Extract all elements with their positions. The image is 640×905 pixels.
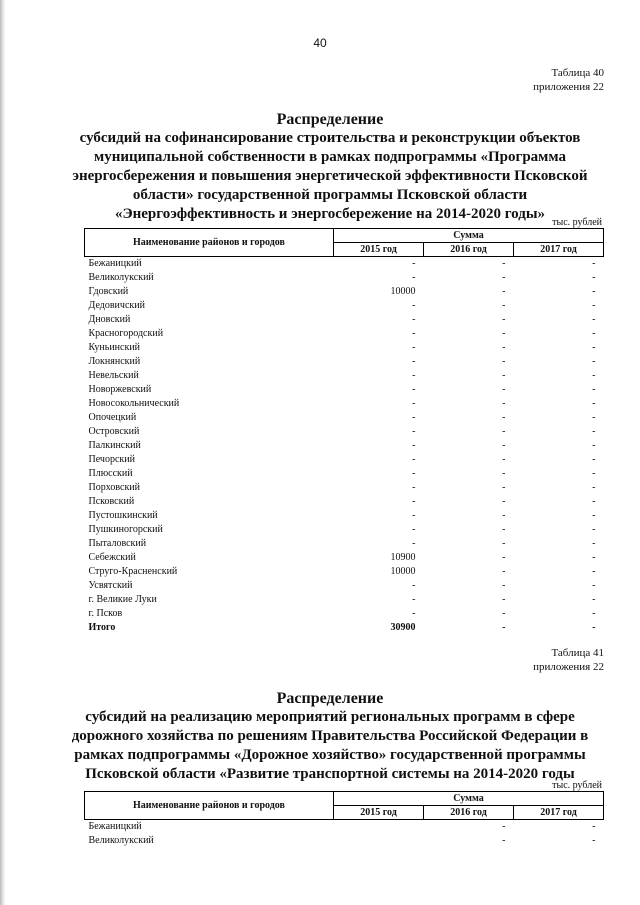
amount-cell: - [412,594,416,605]
district-name-cell: Пустошкинский [88,510,158,521]
district-name-cell: Бежаницкий [88,821,142,832]
district-name-cell: Великолукский [88,835,154,846]
amount-cell: - [592,286,596,297]
amount-cell: - [412,412,416,423]
table41-header-sum: Сумма [334,792,604,806]
amount-cell: - [502,286,506,297]
amount-cell: - [502,468,506,479]
amount-cell: - [412,258,416,269]
amount-cell: - [502,426,506,437]
amount-cell: - [502,594,506,605]
amount-cell: - [412,356,416,367]
amount-cell [334,820,424,835]
table40-title-main: Распределение [276,111,384,128]
table-row [85,523,604,537]
district-name-cell: Бежаницкий [88,258,142,269]
amount-cell: - [412,496,416,507]
table40-title-line: области» государственной программы Псковской области [132,187,528,203]
amount-cell: - [502,454,506,465]
amount-cell: - [502,440,506,451]
table-row [85,509,604,523]
table41 [84,791,604,848]
total-amount-cell: - [592,622,596,633]
amount-cell: - [502,496,506,507]
amount-cell: - [412,300,416,311]
table41-title-line: Псковской области «Развитие транспортной системы на 2014-2020 годы [85,766,575,782]
amount-cell: - [592,356,596,367]
table-row [85,383,604,397]
table40-header-2017: 2017 год [514,243,604,257]
table-row [85,467,604,481]
amount-cell: 10900 [390,552,416,563]
table40-title-line: энергосбережения и повышения энергетической эффективности Псковской [72,168,588,184]
table-row [85,355,604,369]
table-row [85,551,604,565]
amount-cell: - [592,300,596,311]
amount-cell: - [502,580,506,591]
table-row [85,397,604,411]
amount-cell: - [592,454,596,465]
amount-cell: - [592,496,596,507]
total-amount-cell: 30900 [390,622,416,633]
amount-cell: - [502,272,506,283]
amount-cell: - [412,314,416,325]
amount-cell: - [592,342,596,353]
table-row [85,271,604,285]
amount-cell: - [502,300,506,311]
district-name-cell: Гдовский [88,286,129,297]
table-row [85,313,604,327]
amount-cell: - [412,538,416,549]
amount-cell: - [592,580,596,591]
district-name-cell: Плюсский [88,468,133,479]
amount-cell: - [502,552,506,563]
table40-title-line: субсидий на софинансирование строительства и реконструкции объектов [79,130,581,146]
table-row [85,411,604,425]
table-row [85,285,604,299]
amount-cell: - [412,608,416,619]
amount-cell: - [502,608,506,619]
amount-cell: - [412,440,416,451]
amount-cell: - [592,370,596,381]
amount-cell: - [592,468,596,479]
amount-cell: - [592,552,596,563]
amount-cell: 10000 [390,286,416,297]
district-name-cell: Пушкиногорский [88,524,163,535]
amount-cell: - [412,342,416,353]
table41-header-2015: 2015 год [334,806,424,820]
district-name-cell: Порховский [88,482,141,493]
table-row [85,439,604,453]
district-name-cell: г. Псков [88,608,123,619]
district-name-cell: г. Великие Луки [88,594,157,605]
table41-header-name: Наименование районов и городов [85,792,334,820]
table-row [85,481,604,495]
district-name-cell: Новоржевский [88,384,152,395]
table40-header-name: Наименование районов и городов [85,229,334,257]
table40-title-line: «Энергоэффективность и энергосбережение на 2014-2020 годы» [114,206,546,222]
scan-edge [0,0,6,905]
amount-cell: - [592,328,596,339]
district-name-cell: Опочецкий [88,412,137,423]
page-number: 40 [313,36,327,50]
district-name-cell: Островский [88,426,140,437]
table41-ref-line2: приложения 22 [533,661,604,673]
district-name-cell: Великолукский [88,272,154,283]
amount-cell: - [412,328,416,339]
table-row [85,327,604,341]
amount-cell: - [592,821,596,832]
table40-title-line: муниципальной собственности в рамках подпрограммы «Программа [94,149,566,165]
amount-cell: - [502,370,506,381]
amount-cell: - [412,384,416,395]
amount-cell: - [412,272,416,283]
amount-cell: - [502,356,506,367]
table-row [85,607,604,621]
total-label-cell: Итого [88,622,116,633]
amount-cell: - [592,272,596,283]
district-name-cell: Невельский [88,370,139,381]
amount-cell: - [592,482,596,493]
table-row [85,565,604,579]
table40-header-sum: Сумма [334,229,604,243]
amount-cell: - [592,440,596,451]
table41-title [60,689,600,784]
table-row [85,593,604,607]
district-name-cell: Локнянский [88,356,141,367]
amount-cell: - [412,510,416,521]
amount-cell: - [592,524,596,535]
amount-cell: - [502,835,506,846]
district-name-cell: Усвятский [88,580,133,591]
amount-cell: - [592,835,596,846]
amount-cell: - [412,398,416,409]
amount-cell: - [502,384,506,395]
amount-cell: - [502,412,506,423]
amount-cell: - [502,538,506,549]
amount-cell: - [592,314,596,325]
amount-cell: - [592,538,596,549]
table41-title-line: рамках подпрограммы «Дорожное хозяйство» государственной программы [74,747,586,763]
table-row [85,820,604,835]
amount-cell: - [412,454,416,465]
total-row [85,621,604,635]
amount-cell: 10000 [390,566,416,577]
amount-cell [334,834,424,848]
table41-ref-line1: Таблица 41 [551,647,604,659]
table-row [85,579,604,593]
table41-title-line: субсидий на реализацию мероприятий региональных программ в сфере [85,709,575,725]
table-row [85,257,604,272]
table-row [85,425,604,439]
table40-unit: тыс. рублей [552,217,602,228]
table-row [85,299,604,313]
table41-unit: тыс. рублей [552,780,602,791]
table40-reference [533,66,604,94]
table41-header-2017: 2017 год [514,806,604,820]
amount-cell: - [412,370,416,381]
amount-cell: - [412,580,416,591]
amount-cell: - [502,342,506,353]
amount-cell: - [412,468,416,479]
amount-cell: - [592,412,596,423]
amount-cell: - [592,426,596,437]
district-name-cell: Пыталовский [88,538,147,549]
amount-cell: - [592,566,596,577]
amount-cell: - [592,384,596,395]
table40-ref-line2: приложения 22 [533,81,604,93]
amount-cell: - [502,566,506,577]
amount-cell: - [502,821,506,832]
table41-title-main: Распределение [276,690,384,707]
amount-cell: - [502,510,506,521]
table-row [85,495,604,509]
amount-cell: - [592,398,596,409]
table41-title-line: дорожного хозяйства по решениям Правительства Российской Федерации в [71,728,589,744]
amount-cell: - [412,482,416,493]
district-name-cell: Новосокольнический [88,398,180,409]
amount-cell: - [502,482,506,493]
table-row [85,834,604,848]
amount-cell: - [412,524,416,535]
district-name-cell: Печорский [88,454,135,465]
table40-header-2016: 2016 год [424,243,514,257]
table-row [85,537,604,551]
amount-cell: - [502,524,506,535]
amount-cell: - [592,608,596,619]
table-row [85,369,604,383]
table40-header-2015: 2015 год [334,243,424,257]
table40 [84,228,604,635]
district-name-cell: Дновский [88,314,131,325]
table41-reference [533,646,604,674]
amount-cell: - [592,258,596,269]
district-name-cell: Куньинский [88,342,141,353]
amount-cell: - [592,594,596,605]
total-amount-cell: - [502,622,506,633]
district-name-cell: Красногородский [88,328,164,339]
table40-ref-line1: Таблица 40 [551,67,604,79]
district-name-cell: Палкинский [88,440,141,451]
amount-cell: - [502,258,506,269]
table-row [85,341,604,355]
amount-cell: - [502,328,506,339]
amount-cell: - [412,426,416,437]
amount-cell: - [502,314,506,325]
table40-title [60,110,600,224]
amount-cell: - [592,510,596,521]
amount-cell: - [502,398,506,409]
table-row [85,453,604,467]
district-name-cell: Псковский [88,496,135,507]
district-name-cell: Дедовичский [88,300,145,311]
table41-header-2016: 2016 год [424,806,514,820]
district-name-cell: Себежский [88,552,136,563]
district-name-cell: Струго-Красненский [88,566,178,577]
